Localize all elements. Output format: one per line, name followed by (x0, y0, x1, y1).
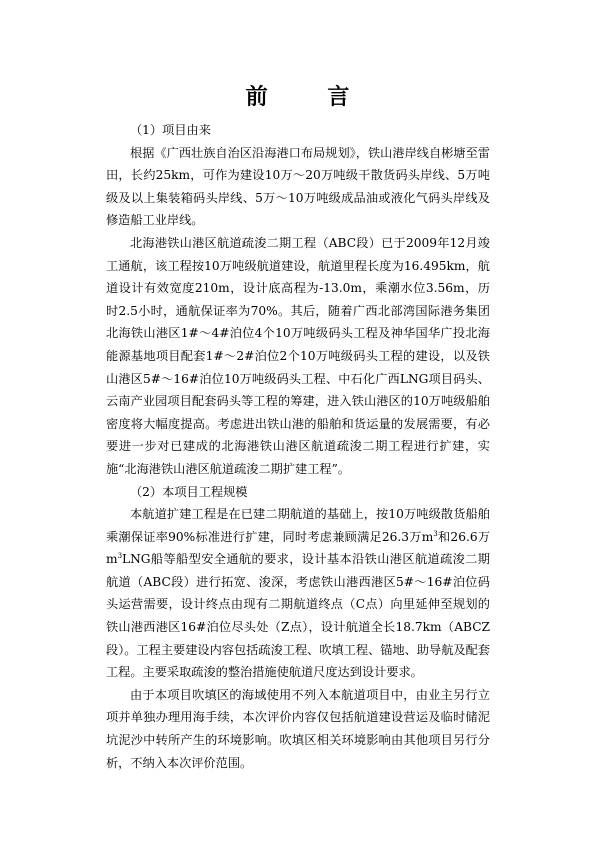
page-title: 前 言 (245, 84, 376, 110)
paragraph-port-planning: 根据《广西壮族自治区沿海港口布局规划》，铁山港岸线自彬塘至雷田，长约25km，可作为建设10万～20万吨级干散货码头岸线、5万吨级及以上集装箱码头岸线、5万～10万吨级成品油或液化气码头岸线及修造船工业岸线。 (106, 145, 490, 228)
scope-text-part-2: 和26.6万m (106, 529, 491, 567)
paragraph-expansion-scope (106, 503, 490, 684)
section-heading-project-origin: （1）项目由来 (130, 123, 211, 137)
paragraph-assessment-scope: 由于本项目吹填区的海域使用不列入本航道项目中，由业主另行立项并单独办理用海手续，本次评价内容仅包括航道建设营运及临时储泥坑泥沙中转所产生的环境影响。吹填区相关环境影响由其他项目另行分析，不纳入本次评价范围。 (106, 687, 490, 770)
paragraph-phase-two-background: 北海港铁山港区航道疏浚二期工程（ABC段）已于2009年12月竣工通航，该工程按10万吨级航道建设，航道里程长度为16.495km，航道设计有效宽度210m，设计底高程为-13.0m，乘潮水位3.56m，历时2.5小时，通航保证率为70%。其后，随着广西北部湾国际港务集团北海铁山港区1#～4#泊位4个10万吨级码头工程及神华国华广投北海能源基地项目配套1#～2#泊位2个10万吨级码头工程的建设，以及铁山港区5#～16#泊位10万吨级码头工程、中石化广西LNG项目码头、云南产业园项目配套码头等工程的筹建，进入铁山港区的10万吨级船舶密度将大幅度提高。考虑进出铁山港的船舶和货运量的发展需要，有必要进一步对已建成的北海港铁山港区航道疏浚二期工程进行扩建，实施“北海港铁山港区航道疏浚二期扩建工程”。 (106, 235, 490, 476)
document-body (106, 119, 490, 774)
scope-text-part-3: LNG船等船型安全通航的要求，设计基本沿铁山港区航道疏浚二期航道（ABC段）进行拓宽、浚深，考虑铁山港西港区5#～16#泊位码头运营需要，设计终点由现有二期航道终点（C点）向里延伸至规划的铁山港西港区16#泊位尽头处（Z点），设计航道全长18.7km（ABCZ段）。工程主要建设内容包括疏浚工程、吹填工程、锚地、助导航及配套工程。主要采取疏浚的整治措施使航道尺度达到设计要求。 (106, 552, 490, 680)
cubic-superscript-2: 3 (117, 552, 123, 561)
cubic-superscript-1: 3 (433, 529, 438, 538)
scope-text-part-1: 本航道扩建工程是在已建二期航道的基础上，按10万吨级散货船舶乘潮保证率90%标准进行扩建，同时考虑兼顾满足26.3万m (106, 507, 490, 544)
section-heading-project-scale: （2）本项目工程规模 (130, 484, 248, 499)
